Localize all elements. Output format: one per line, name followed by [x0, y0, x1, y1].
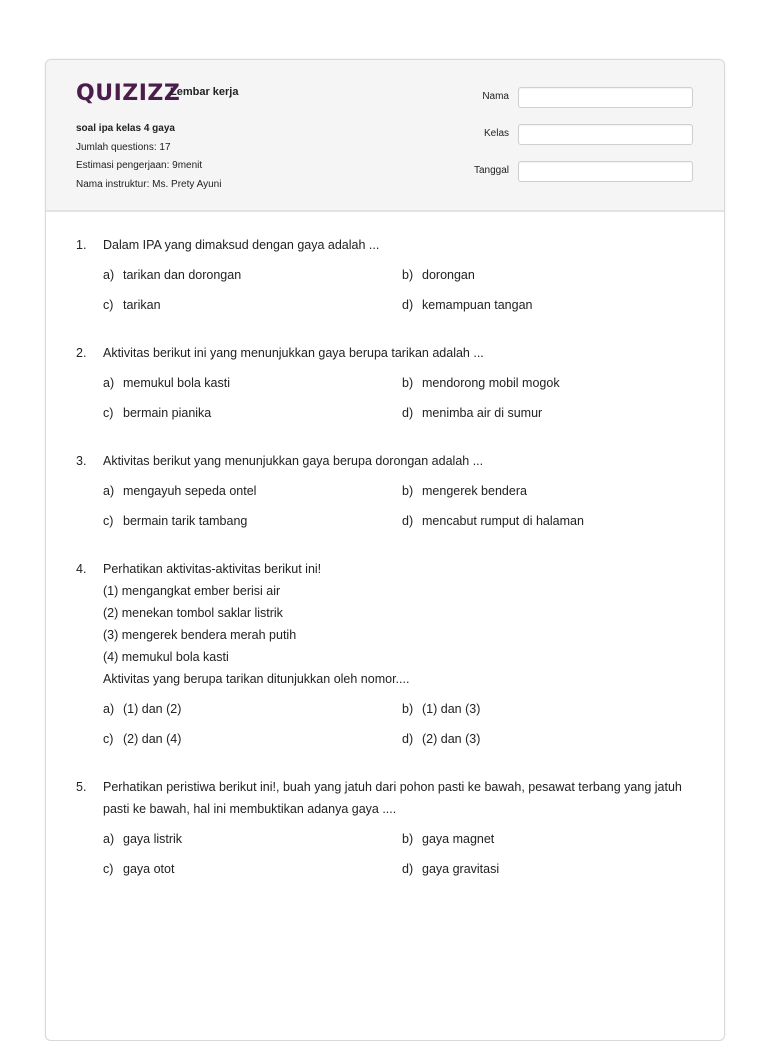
question-number: 3. [76, 454, 87, 468]
quiz-meta [76, 120, 221, 194]
name-label: Nama [482, 91, 509, 102]
date-field[interactable] [518, 161, 693, 182]
question-item [76, 234, 696, 316]
question-item [76, 342, 696, 424]
answer-option[interactable]: b) mengerek bendera [402, 484, 527, 498]
answer-option[interactable]: c) (2) dan (4) [103, 732, 182, 746]
question-text: Perhatikan aktivitas-aktivitas berikut ini! (1) mengangkat ember berisi air (2) menekan tombol saklar listrik (3) mengerek bendera merah putih (4) memukul bola kasti Aktivitas yang berupa tarikan ditunjukkan oleh nomor.... [103, 562, 410, 686]
answer-option[interactable]: c) gaya otot [103, 862, 175, 876]
answer-option[interactable]: d) (2) dan (3) [402, 732, 481, 746]
question-text: Aktivitas berikut ini yang menunjukkan gaya berupa tarikan adalah ... [103, 346, 484, 360]
question-count: Jumlah questions: 17 [76, 141, 171, 153]
answer-option[interactable]: a) (1) dan (2) [103, 702, 182, 716]
question-number: 2. [76, 346, 87, 360]
question-number: 5. [76, 780, 87, 794]
name-field[interactable] [518, 87, 693, 108]
answer-option[interactable]: c) tarikan [103, 298, 161, 312]
question-text: Dalam IPA yang dimaksud dengan gaya adalah ... [103, 238, 380, 252]
answer-option[interactable]: a) memukul bola kasti [103, 376, 230, 390]
answer-option[interactable]: a) tarikan dan dorongan [103, 268, 242, 282]
instructor-name: Nama instruktur: Ms. Prety Ayuni [76, 178, 222, 190]
answer-option[interactable]: c) bermain tarik tambang [103, 514, 248, 528]
quiz-title: soal ipa kelas 4 gaya [76, 123, 175, 134]
answer-option[interactable]: c) bermain pianika [103, 406, 212, 420]
class-label: Kelas [483, 128, 509, 139]
answer-option[interactable]: a) gaya listrik [103, 832, 183, 846]
answer-options [103, 828, 696, 880]
question-number: 4. [76, 562, 87, 576]
answer-options [103, 480, 696, 532]
answer-option[interactable]: d) kemampuan tangan [402, 298, 533, 312]
question-item [76, 558, 696, 750]
time-estimate: Estimasi pengerjaan: 9menit [76, 160, 203, 171]
worksheet [45, 59, 725, 1041]
answer-option[interactable]: a) mengayuh sepeda ontel [103, 484, 257, 498]
question-item [76, 776, 696, 880]
answer-option[interactable]: d) mencabut rumput di halaman [402, 514, 584, 528]
answer-options [103, 372, 696, 424]
answer-option[interactable]: b) gaya magnet [402, 832, 495, 846]
answer-options [103, 264, 696, 316]
answer-option[interactable]: b) mendorong mobil mogok [402, 376, 560, 390]
question-item [76, 450, 696, 532]
question-text: Perhatikan peristiwa berikut ini!, buah yang jatuh dari pohon pasti ke bawah, pesawat terbang yang jatuh pasti ke bawah, hal ini membuktikan adanya gaya .... [103, 780, 682, 816]
answer-options [103, 698, 696, 750]
sheet-label: Lembar kerja [170, 86, 239, 98]
worksheet-header [46, 60, 724, 212]
answer-option[interactable]: d) menimba air di sumur [402, 406, 543, 420]
date-label: Tanggal [473, 165, 509, 176]
question-number: 1. [76, 238, 87, 252]
answer-option[interactable]: b) dorongan [402, 268, 475, 282]
question-list [76, 234, 696, 906]
question-text: Aktivitas berikut yang menunjukkan gaya berupa dorongan adalah ... [103, 454, 484, 468]
class-field[interactable] [518, 124, 693, 145]
answer-option[interactable]: d) gaya gravitasi [402, 862, 500, 876]
answer-option[interactable]: b) (1) dan (3) [402, 702, 481, 716]
quizizz-logo: QUIZIZZ [76, 81, 181, 106]
